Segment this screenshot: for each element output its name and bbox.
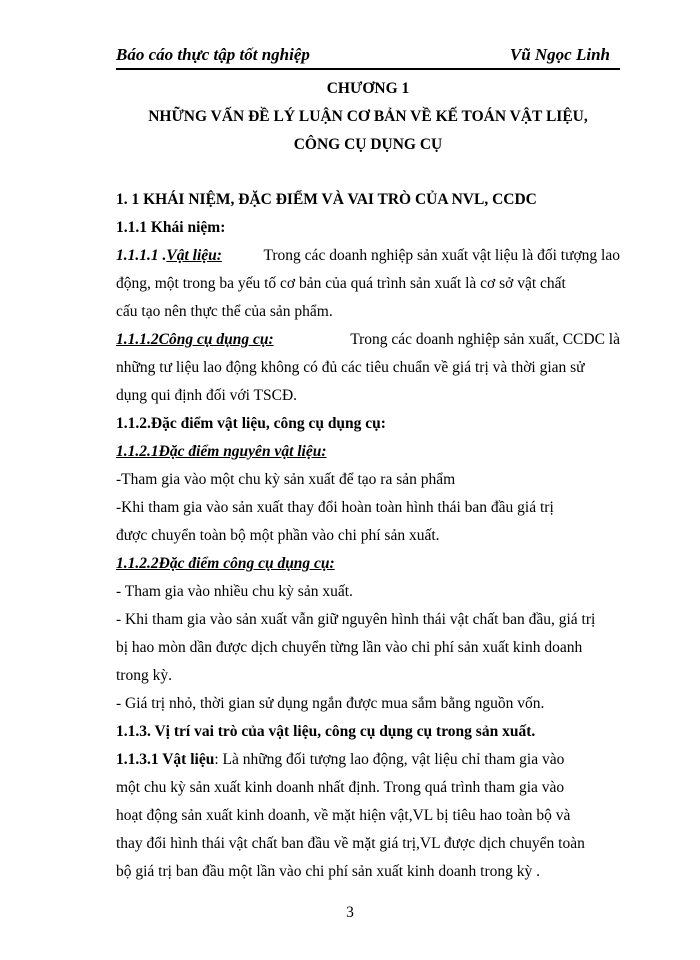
section-heading-1-1: 1. 1 KHÁI NIỆM, ĐẶC ĐIỂM VÀ VAI TRÒ CỦA NVL, CCDC — [116, 191, 537, 208]
bullet-1-1-2-2-b-line1: - Khi tham gia vào sản xuất vẫn giữ nguyên hình thái vật chất ban đầu, giá trị — [116, 611, 596, 628]
paragraph-1-1-1-2-line1 — [116, 326, 620, 354]
paragraph-1-1-3-1-line3: hoạt động sản xuất kinh doanh, về mặt hiện vật,VL bị tiêu hao toàn bộ và — [116, 807, 571, 824]
section-heading-1-1-1: 1.1.1 Khái niệm: — [116, 219, 226, 236]
label-1-1-1-1-text: Vật liệu: — [166, 247, 222, 264]
paragraph-1-1-1-2-text: Trong các doanh nghiệp sản xuất, CCDC là — [350, 331, 620, 348]
paragraph-1-1-1-1-line1 — [116, 242, 620, 270]
section-heading-1-1-2: 1.1.2.Đặc điểm vật liệu, công cụ dụng cụ: — [116, 415, 386, 432]
paragraph-1-1-1-2-line3: dụng qui định đối với TSCĐ. — [116, 387, 298, 404]
label-1-1-3-1: 1.1.3.1 Vật liệu — [116, 751, 215, 768]
bullet-1-1-2-2-c: - Giá trị nhỏ, thời gian sử dụng ngắn được mua sắm bằng nguồn vốn. — [116, 695, 545, 712]
paragraph-1-1-1-1-line3: cấu tạo nên thực thể của sản phẩm. — [116, 303, 333, 320]
page-header — [116, 38, 620, 70]
chapter-number: CHƯƠNG 1 — [326, 80, 410, 97]
paragraph-1-1-3-1-text: : Là những đối tượng lao động, vật liệu chỉ tham gia vào — [214, 751, 565, 768]
paragraph-1-1-3-1-line5: bộ giá trị ban đầu một lần vào chi phí sản xuất kinh doanh trong kỳ . — [116, 863, 541, 880]
bullet-1-1-2-1-b-line2: được chuyển toàn bộ một phần vào chi phí sản xuất. — [116, 527, 440, 544]
paragraph-1-1-1-1-text: Trong các doanh nghiệp sản xuất vật liệu là đối tượng lao — [263, 247, 620, 264]
document-body — [116, 186, 620, 886]
paragraph-1-1-1-1-line2: động, một trong ba yếu tố cơ bản của quá trình sản xuất là cơ sở vật chất — [116, 275, 566, 292]
label-1-1-1-2: 1.1.1.2Công cụ dụng cụ: — [116, 331, 274, 348]
bullet-1-1-2-1-b-line1: -Khi tham gia vào sản xuất thay đổi hoàn toàn hình thái ban đầu giá trị — [116, 499, 554, 516]
chapter-title-line2: CÔNG CỤ DỤNG CỤ — [293, 136, 443, 153]
header-report-title: Báo cáo thực tập tốt nghiệp — [116, 45, 310, 64]
page-number: 3 — [346, 904, 354, 921]
header-author: Vũ Ngọc Linh — [509, 45, 610, 64]
bullet-1-1-2-1-a: -Tham gia vào một chu kỳ sản xuất để tạo ra sản phẩm — [116, 471, 456, 488]
section-heading-1-1-3: 1.1.3. Vị trí vai trò của vật liệu, công cụ dụng cụ trong sản xuất. — [116, 723, 536, 740]
bullet-1-1-2-2-a: - Tham gia vào nhiều chu kỳ sản xuất. — [116, 583, 353, 600]
chapter-title-line1: NHỮNG VẤN ĐỀ LÝ LUẬN CƠ BẢN VỀ KẾ TOÁN VẬT LIỆU, — [148, 108, 588, 125]
bullet-1-1-2-2-b-line3: trong kỳ. — [116, 667, 172, 684]
section-heading-1-1-2-1: 1.1.2.1Đặc điểm nguyên vật liệu: — [116, 443, 327, 460]
paragraph-1-1-3-1-line1 — [116, 746, 620, 774]
section-heading-1-1-2-2: 1.1.2.2Đặc điểm công cụ dụng cụ: — [116, 555, 335, 572]
label-1-1-1-1-num: 1.1.1.1 . — [116, 247, 167, 264]
paragraph-1-1-1-2-line2: những tư liệu lao động không có đủ các tiêu chuẩn về giá trị và thời gian sử — [116, 359, 585, 376]
paragraph-1-1-3-1-line2: một chu kỳ sản xuất kinh doanh nhất định. Trong quá trình tham gia vào — [116, 779, 565, 796]
paragraph-1-1-3-1-line4: thay đổi hình thái vật chất ban đầu về mặt giá trị,VL được dịch chuyển toàn — [116, 835, 585, 852]
bullet-1-1-2-2-b-line2: bị hao mòn dần được dịch chuyển từng lần vào chi phí sản xuất kinh doanh — [116, 639, 583, 656]
